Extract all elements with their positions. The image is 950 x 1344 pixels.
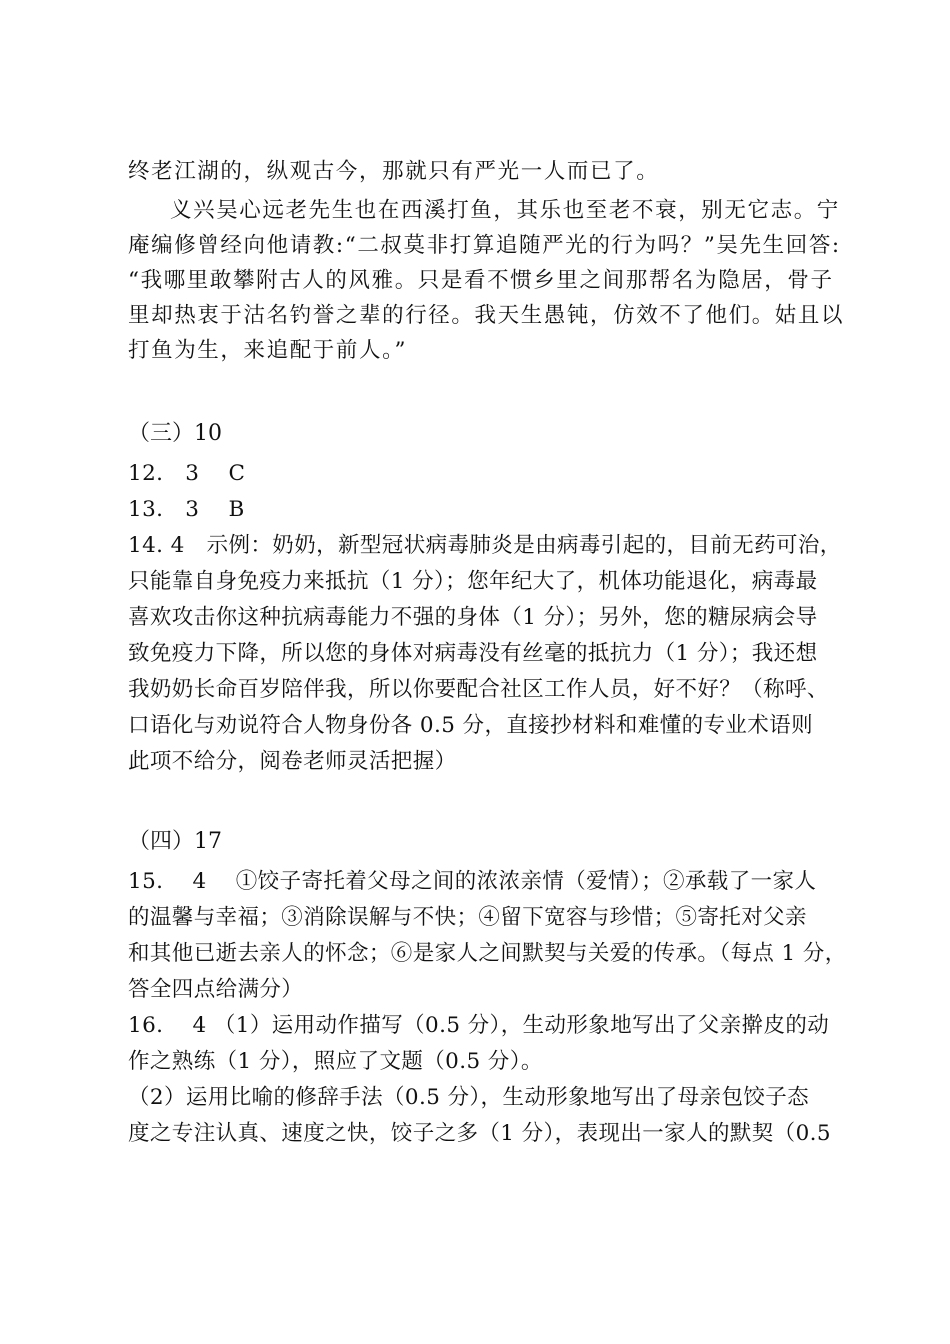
answer-line-12: 12. 3 C — [128, 461, 246, 486]
section-heading-four: （四）17 — [128, 829, 222, 854]
answer-line-15: 的温馨与幸福；③消除误解与不快；④留下宽容与珍惜；⑤寄托对父亲 — [128, 905, 807, 930]
section-heading-three: （三）10 — [128, 421, 222, 446]
answer-line-15: 15. 4 ①饺子寄托着父母之间的浓浓亲情（爱情）；②承载了一家人 — [128, 869, 817, 894]
answer-line-14: 致免疫力下降，所以您的身体对病毒没有丝毫的抵抗力（1 分）；我还想 — [128, 641, 818, 666]
answer-line-14: 喜欢攻击你这种抗病毒能力不强的身体（1 分）；另外，您的糖尿病会导 — [128, 605, 818, 630]
translation-line: 终老江湖的，纵观古今，那就只有严光一人而已了。 — [128, 159, 660, 184]
answer-line-15: 和其他已逝去亲人的怀念；⑥是家人之间默契与关爱的传承。（每点 1 分， — [128, 941, 847, 966]
answer-line-14: 只能靠自身免疫力来抵抗（1 分）；您年纪大了，机体功能退化，病毒最 — [128, 569, 818, 594]
translation-line: “我哪里敢攀附古人的风雅。只是看不惯乡里之间那帮名为隐居，骨子 — [128, 268, 834, 293]
answer-line-15: 答全四点给满分） — [128, 977, 304, 1002]
answer-line-16: （2）运用比喻的修辞手法（0.5 分），生动形象地写出了母亲包饺子态 — [128, 1085, 810, 1110]
answer-line-14: 14. 4 示例：奶奶，新型冠状病毒肺炎是由病毒引起的，目前无药可治， — [128, 533, 842, 558]
answer-line-14: 口语化与劝说符合人物身份各 0.5 分，直接抄材料和难懂的专业术语则 — [128, 713, 813, 738]
answer-line-16: 16. 4 （1）运用动作描写（0.5 分），生动形象地写出了父亲擀皮的动 — [128, 1013, 830, 1038]
translation-line: 义兴吴心远老先生也在西溪打鱼，其乐也至老不衰，别无它志。宁 — [170, 198, 840, 223]
answer-line-13: 13. 3 B — [128, 497, 245, 522]
answer-line-16: 度之专注认真、速度之快，饺子之多（1 分），表现出一家人的默契（0.5 — [128, 1121, 831, 1146]
answer-line-14: 我奶奶长命百岁陪伴我，所以你要配合社区工作人员，好不好？（称呼、 — [128, 677, 829, 702]
answer-line-16: 作之熟练（1 分），照应了文题（0.5 分）。 — [128, 1049, 543, 1074]
translation-line: 打鱼为生，来追配于前人。” — [128, 338, 408, 363]
answer-line-14: 此项不给分，阅卷老师灵活把握） — [128, 749, 457, 774]
translation-line: 庵编修曾经向他请教:“二叔莫非打算追随严光的行为吗？”吴先生回答: — [128, 233, 841, 258]
translation-line: 里却热衷于沽名钓誉之辈的行径。我天生愚钝，仿效不了他们。姑且以 — [128, 303, 845, 328]
